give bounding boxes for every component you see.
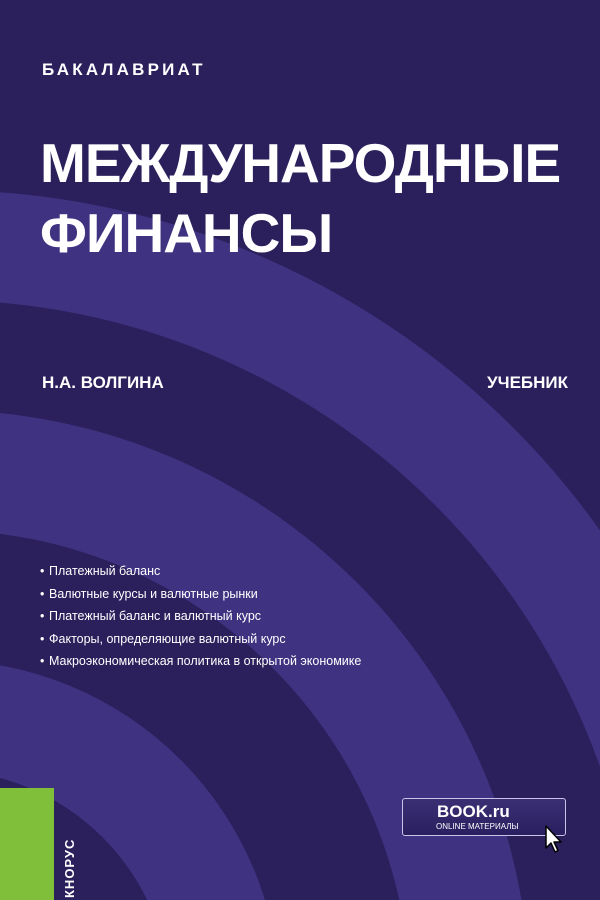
- topic-item: [40, 650, 361, 673]
- publisher-name: КНОРУС: [62, 838, 77, 898]
- bookru-button[interactable]: [402, 798, 566, 836]
- topic-list: [40, 560, 361, 673]
- topic-text: Макроэкономическая политика в открытой экономике: [49, 654, 362, 668]
- bookru-logo: BOOK.ru: [437, 802, 510, 821]
- book-type-label: УЧЕБНИК: [487, 373, 568, 392]
- bullet-icon: •: [40, 564, 45, 578]
- mouse-pointer-icon: [544, 824, 564, 854]
- publisher-color-bar: [0, 788, 54, 900]
- topic-item: [40, 560, 361, 583]
- bookru-subtitle: ONLINE МАТЕРИАЛЫ: [436, 822, 519, 831]
- bullet-icon: •: [40, 631, 45, 646]
- topic-item: [40, 628, 361, 651]
- book-title-line-1: МЕЖДУНАРОДНЫЕ: [40, 132, 561, 194]
- topic-text: Факторы, определяющие валютный курс: [49, 631, 286, 646]
- topic-text: Платежный баланс: [49, 564, 161, 578]
- series-label: БАКАЛАВРИАТ: [42, 60, 206, 79]
- bullet-icon: •: [40, 609, 45, 623]
- topic-text: Платежный баланс и валютный курс: [49, 609, 262, 623]
- bullet-icon: •: [40, 586, 45, 601]
- topic-text: Валютные курсы и валютные рынки: [49, 586, 258, 601]
- topic-item: [40, 583, 361, 606]
- topic-item: [40, 605, 361, 628]
- author-name: Н.А. ВОЛГИНА: [42, 373, 164, 392]
- book-title: [40, 128, 560, 268]
- bullet-icon: •: [40, 654, 45, 668]
- book-title-line-2: ФИНАНСЫ: [40, 202, 333, 264]
